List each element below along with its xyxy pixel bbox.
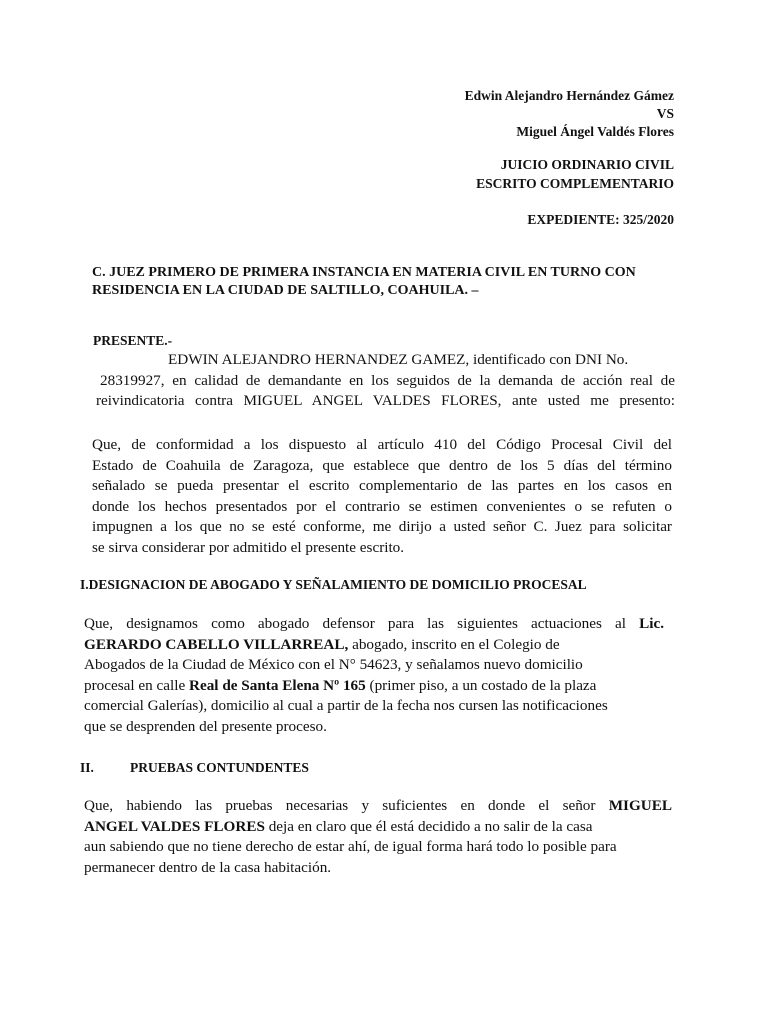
addressee-line-2: RESIDENCIA EN LA CIUDAD DE SALTILLO, COAHUILA. –	[92, 283, 479, 298]
section-1-paragraph	[84, 614, 664, 738]
addressee-line-1: C. JUEZ PRIMERO DE PRIMERA INSTANCIA EN MATERIA CIVIL EN TURNO CON	[92, 265, 636, 280]
party1: Edwin Alejandro Hernández Gámez	[464, 88, 674, 103]
section-2-paragraph	[84, 796, 672, 878]
s1-line-3: Abogados de la Ciudad de México con el N° 54623, y señalamos nuevo domicilio	[84, 656, 583, 674]
s1-line-1: Que, designamos como abogado defensor para las siguientes actuaciones al Lic.	[84, 615, 665, 632]
doc-type: ESCRITO COMPLEMENTARIO	[476, 176, 674, 191]
p1-line-4: donde los hechos presentados por el contrario se estimen convenientes o se refuten o	[92, 497, 672, 515]
s1-line-2: GERARDO CABELLO VILLARREAL, abogado, inscrito en el Colegio de	[84, 635, 560, 653]
addressee	[92, 264, 692, 300]
case-type: JUICIO ORDINARIO CIVIL	[500, 157, 674, 172]
section-2-title: PRUEBAS CONTUNDENTES	[130, 760, 309, 775]
intro-line-3: reivindicatoria contra MIGUEL ANGEL VALDES FLORES, ante usted me presento:	[96, 392, 675, 410]
presente-label: PRESENTE.-	[93, 333, 173, 348]
s1-line-6: que se desprenden del presente proceso.	[84, 717, 327, 735]
intro-line-2: 28319927, en calidad de demandante en los seguidos de la demanda de acción real de	[100, 371, 675, 389]
section-2-number: II.	[80, 760, 94, 775]
versus: VS	[656, 106, 674, 121]
p1-line-3: señalado se pueda presentar el escrito complementario de las partes en los casos en	[92, 477, 672, 495]
p1-line-2: Estado de Coahuila de Zaragoza, que establece que dentro de los 5 días del término	[92, 456, 672, 474]
intro-line-1: EDWIN ALEJANDRO HERNANDEZ GAMEZ, identificado con DNI No.	[168, 351, 629, 368]
s2-line-4: permanecer dentro de la casa habitación.	[84, 858, 332, 876]
p1-line-1: Que, de conformidad a los dispuesto al artículo 410 del Código Procesal Civil del	[92, 436, 672, 453]
p1-line-6: se sirva considerar por admitido el presente escrito.	[92, 538, 405, 556]
paragraph-1	[92, 435, 672, 559]
s1-line-4: procesal en calle Real de Santa Elena Nº 165 (primer piso, a un costado de la plaza	[84, 676, 597, 694]
s1-line-5: comercial Galerías), domicilio al cual a partir de la fecha nos cursen las notificaciones	[84, 697, 608, 715]
expediente: EXPEDIENTE: 325/2020	[527, 212, 674, 227]
s2-line-2: ANGEL VALDES FLORES deja en claro que él está decidido a no salir de la casa	[84, 817, 593, 835]
s2-line-1: Que, habiendo las pruebas necesarias y suficientes en donde el señor MIGUEL	[84, 797, 672, 814]
p1-line-5: impugnen a los que no se esté conforme, me dirijo a usted señor C. Juez para solicitar	[92, 518, 672, 536]
party2: Miguel Ángel Valdés Flores	[516, 124, 674, 139]
intro-paragraph	[96, 350, 675, 412]
section-1-title: I.DESIGNACION DE ABOGADO Y SEÑALAMIENTO DE DOMICILIO PROCESAL	[80, 577, 587, 592]
s2-line-3: aun sabiendo que no tiene derecho de estar ahí, de igual forma hará todo lo posible para	[84, 838, 617, 856]
